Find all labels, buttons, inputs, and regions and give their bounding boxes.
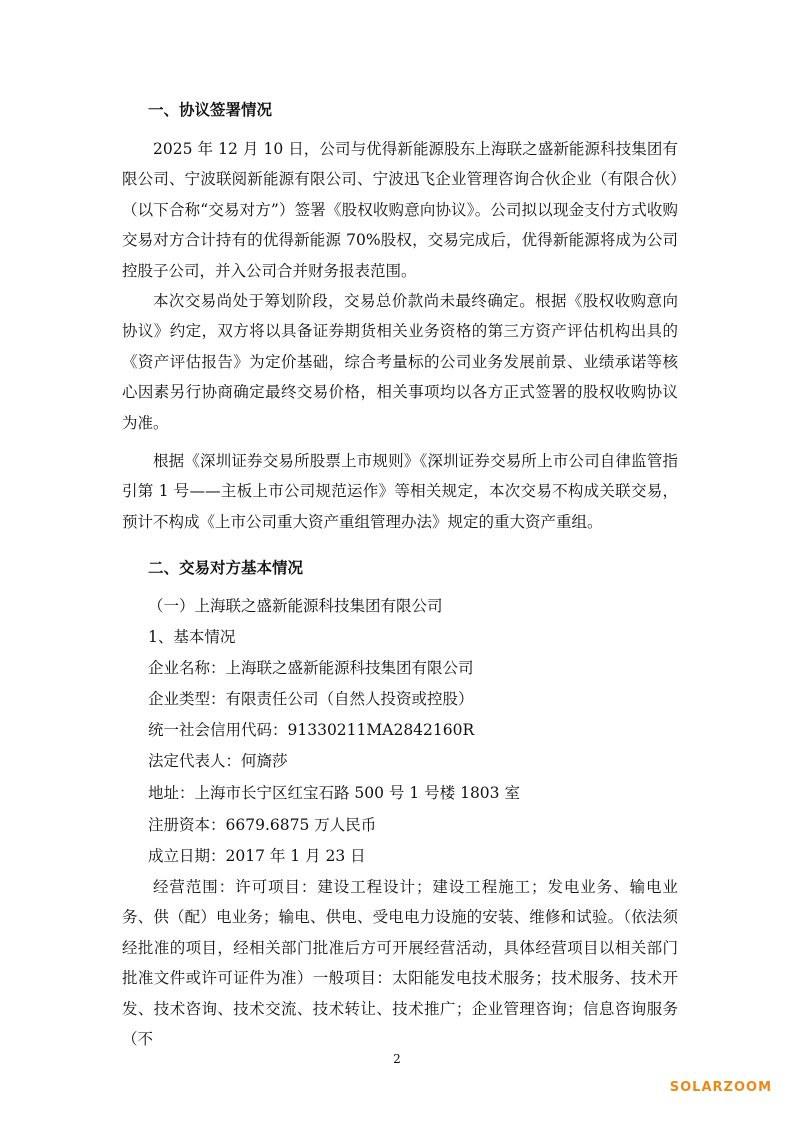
company-type-line: 企业类型：有限责任公司（自然人投资或控股） xyxy=(148,690,474,708)
founded-line: 成立日期：2017 年 1 月 23 日 xyxy=(148,847,366,865)
section-1-paragraph-2: 本次交易尚处于筹划阶段，交易总价款尚未最终确定。根据《股权收购意向协议》约定，双方将以具备证券期货相关业务资格的第三方资产评估机构出具的《资产评估报告》为定价基础，综合考量标的公司业务发展前景、业绩承诺等核心因素另行协商确定最终交易价格，相关事项均以各方正式签署的股权收购协议为准。 xyxy=(122,292,678,432)
section-1-heading: 一、协议签署情况 xyxy=(148,101,273,119)
section-2-heading: 二、交易对方基本情况 xyxy=(148,559,304,577)
business-scope-paragraph: 经营范围：许可项目：建设工程设计；建设工程施工；发电业务、输电业务、供（配）电业务；输电、供电、受电电力设施的安装、维修和试验。（依法须经批准的项目，经相关部门批准后方可开展经营活动，具体经营项目以相关部门批准文件或许可证件为准）一般项目：太阳能发电技术服务；技术服务、技术开发、技术咨询、技术交流、技术转让、技术推广；企业管理咨询；信息咨询服务（不 xyxy=(122,878,678,1049)
legal-rep-line: 法定代表人：何旖莎 xyxy=(148,752,288,770)
page-number: 2 xyxy=(393,1052,401,1066)
capital-line: 注册资本：6679.6875 万人民币 xyxy=(148,816,377,834)
credit-code-line: 统一社会信用代码：91330211MA2842160R xyxy=(148,721,475,739)
subsection-heading: （一）上海联之盛新能源科技集团有限公司 xyxy=(148,597,443,615)
address-line: 地址：上海市长宁区红宝石路 500 号 1 号楼 1803 室 xyxy=(148,784,520,802)
solarzoom-watermark: SOLARZOOM xyxy=(669,1080,772,1095)
company-name-line: 企业名称：上海联之盛新能源科技集团有限公司 xyxy=(148,659,474,677)
section-1-paragraph-1: 2025 年 12 月 10 日，公司与优得新能源股东上海联之盛新能源科技集团有限公司、宁波联阅新能源有限公司、宁波迅飞企业管理咨询合伙企业（有限合伙）（以下合称“交易对方”）签署《股权收购意向协议》。公司拟以现金支付方式收购交易对方合计持有的优得新能源 70%股权，交易完成后，优得新能源将成为公司控股子公司，并入公司合并财务报表范围。 xyxy=(122,140,678,280)
basic-info-heading: 1、基本情况 xyxy=(148,628,236,646)
section-1-paragraph-3: 根据《深圳证券交易所股票上市规则》《深圳证券交易所上市公司自律监管指引第 1 号——主板上市公司规范运作》等相关规定，本次交易不构成关联交易，预计不构成《上市公司重大资产重组管理办法》规定的重大资产重组。 xyxy=(122,452,678,531)
